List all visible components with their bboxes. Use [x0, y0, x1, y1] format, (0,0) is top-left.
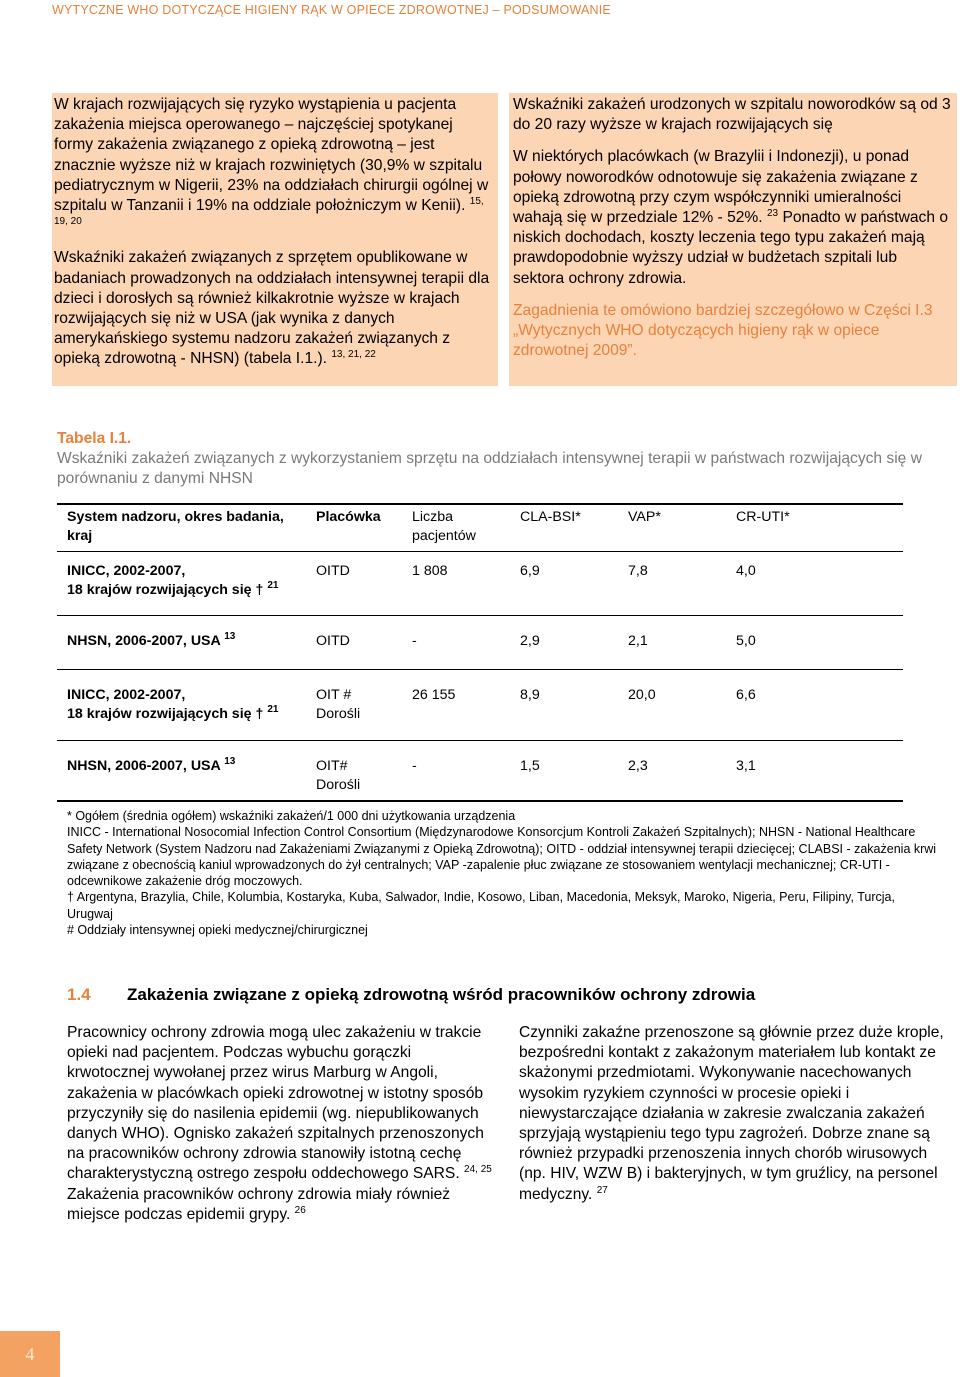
highlight-box-left: [52, 93, 498, 386]
cell-clabsi: 1,5: [520, 758, 540, 774]
section-number: 1.4: [67, 985, 91, 1004]
cell-clabsi: 6,9: [520, 563, 540, 579]
cell-system: INICC, 2002-2007, 18 krajów rozwijających się † $^{21}$: [67, 687, 279, 722]
running-header: WYTYCZNE WHO DOTYCZĄCE HIGIENY RĄK W OPIECE ZDROWOTNEJ – PODSUMOWANIE: [52, 3, 611, 17]
cross-reference-link[interactable]: Zagadnienia te omówiono bardziej szczegółowo w Części I.3 „Wytycznych WHO dotyczących higieny rąk w opiece zdrowotnej 2009”.: [513, 301, 933, 360]
cell-system: NHSN, 2006-2007, USA $^{13}$: [67, 631, 236, 649]
paragraph-neonatal-details: W niektórych placówkach (w Brazylii i Indonezji), u ponad połowy noworodków odnotowuje się zakażenia związane z opieką zdrowotną przy czym współczynniki umieralności wahają się w przedziale 12% - 52%. $^{23}$ Ponadto w państwach o niskich dochodach, koszty leczenia tego typu zakażeń mają prawdopodobnie wyższy udział w budżetach szpitali lub sektora ochrony zdrowia.: [513, 148, 949, 287]
cell-cruti: 4,0: [736, 563, 756, 579]
table-footnotes: [67, 808, 937, 938]
cell-cruti: 5,0: [736, 633, 756, 649]
section-title: Zakażenia związane z opieką zdrowotną wśród pracowników ochrony zdrowia: [127, 985, 756, 1004]
footnote: # Oddziały intensywnej opieki medycznej/chirurgicznej: [67, 923, 368, 938]
footnote: † Argentyna, Brazylia, Chile, Kolumbia, Kostaryka, Kuba, Salwador, Indie, Kosowo, Liban, Macedonia, Meksyk, Maroko, Nigeria, Peru, Filipiny, Turcja, Urugwaj: [67, 890, 895, 921]
header-clabsi: CLA-BSI*: [520, 509, 581, 525]
cell-facility: OITD: [316, 633, 350, 649]
table-header-rule: [57, 551, 903, 552]
cell-clabsi: 8,9: [520, 687, 540, 703]
header-facility: Placówka: [316, 509, 381, 525]
cell-system: NHSN, 2006-2007, USA $^{13}$: [67, 756, 236, 774]
cell-facility: OITD: [316, 563, 350, 579]
table-row-divider: [57, 669, 903, 670]
table-caption: [57, 429, 937, 489]
cell-vap: 20,0: [628, 687, 656, 703]
header-system: System nadzoru, okres badania, kraj: [67, 509, 284, 544]
table-row-divider: [57, 615, 903, 616]
cell-facility: OIT# Dorośli: [316, 758, 361, 793]
cell-vap: 2,1: [628, 633, 648, 649]
cell-patients: -: [412, 758, 417, 774]
table-number: Tabela I.1.: [57, 430, 132, 447]
table-description: Wskaźniki zakażeń związanych z wykorzystaniem sprzętu na oddziałach intensywnej terapii w państwach rozwijających się w porównaniu z danymi NHSN: [57, 450, 922, 487]
highlight-box-right: [509, 93, 957, 386]
cell-patients: -: [412, 633, 417, 649]
footnote: INICC - International Nosocomial Infection Control Consortium (Międzynarodowe Konsorcjum Kontroli Zakażeń Szpitalnych); NHSN - National Healthcare Safety Network (System Nadzoru nad Zakażeniami Związanymi z Opieką Zdrowotną); OITD - oddział intensywnej terapii dziecięcej; CLABSI - zakażenia krwi związane z obecnością kaniul wprowadzonych do żył centralnych; VAP -zapalenie płuc związane ze stosowaniem wentylacji mechanicznej; CR-UTI - odcewnikowe zakażenie dróg moczowych.: [67, 825, 937, 889]
cell-clabsi: 2,9: [520, 633, 540, 649]
header-vap: VAP*: [628, 509, 661, 525]
table-row-divider: [57, 740, 903, 741]
paragraph-surgical-site: W krajach rozwijających się ryzyko wystąpienia u pacjenta zakażenia miejsca operowanego – najczęściej spotykanej formy zakażenia związanego z opieką zdrowotną – jest znacznie wyższe niż w krajach rozwiniętych (30,9% w szpitalu pediatrycznym w Nigerii, 23% na oddziałach chirurgii ogólnej w szpitalu w Tanzanii i 19% na oddziale położniczym w Kenii). $^{15, 19, 20}$: [54, 96, 489, 228]
cell-cruti: 3,1: [736, 758, 756, 774]
cell-patients: 1 808: [412, 563, 448, 579]
page-number: 4: [25, 1343, 35, 1364]
header-cruti: CR-UTI*: [736, 509, 790, 525]
page-number-tab: [0, 1331, 60, 1377]
cell-patients: 26 155: [412, 687, 456, 703]
body-column-right: Czynniki zakaźne przenoszone są głównie przez duże krople, bezpośredni kontakt z zakażonym materiałem lub kontakt ze skażonymi przedmiotami. Wykonywanie nacechowanych wysokim ryzykiem czynności w procesie opieki i niewystarczające działania w zakresie zwalczania zakażeń sprzyjają wystąpieniu tego typu zagrożeń. Dobrze znane są również przypadki przenoszenia innych chorób wirusowych (np. HIV, WZW B) i bakteryjnych, w tym gruźlicy, na personel medyczny. $^{27}$: [519, 1024, 944, 1203]
cell-facility: OIT # Dorośli: [316, 687, 361, 722]
footnote: * Ogółem (średnia ogółem) wskaźniki zakażeń/1 000 dni użytkowania urządzenia: [67, 809, 516, 823]
cell-vap: 7,8: [628, 563, 648, 579]
cell-system: INICC, 2002-2007, 18 krajów rozwijających się † $^{21}$: [67, 563, 279, 598]
section-heading: [67, 985, 937, 1005]
cell-vap: 2,3: [628, 758, 648, 774]
body-column-left: Pracownicy ochrony zdrowia mogą ulec zakażeniu w trakcie opieki nad pacjentem. Podczas wybuchu gorączki krwotocznej wywołanej przez wirus Marburg w Angoli, zakażenia w placówkach opieki zdrowotnej w istotny sposób przyczyniły się do nasilenia epidemii (wg. niepublikowanych danych WHO). Ognisko zakażeń szpitalnych przenoszonych na pracowników ochrony zdrowia stanowiły istotną cechę charakterystyczną ostrego zespołu oddechowego SARS. $^{24, 25}$ Zakażenia pracowników ochrony zdrowia miały również miejsce podczas epidemii grypy. $^{26}$: [67, 1024, 492, 1223]
table-top-rule: [57, 503, 903, 505]
table-bottom-rule: [57, 800, 903, 802]
header-patients: Liczba pacjentów: [412, 509, 476, 544]
paragraph-device-infections: Wskaźniki zakażeń związanych z sprzętem opublikowane w badaniach prowadzonych na oddziałach intensywnej terapii dla dzieci i dorosłych są również kilkakrotnie wyższe w krajach rozwijających się niż w USA (jak wynika z danych amerykańskiego systemu nadzoru zakażeń związanych z opieką zdrowotną - NHSN) (tabela I.1.). $^{13, 21, 22}$: [54, 249, 490, 368]
cell-cruti: 6,6: [736, 687, 756, 703]
paragraph-neonatal: Wskaźniki zakażeń urodzonych w szpitalu noworodków są od 3 do 20 razy wyższe w krajach rozwijających się: [513, 96, 951, 134]
